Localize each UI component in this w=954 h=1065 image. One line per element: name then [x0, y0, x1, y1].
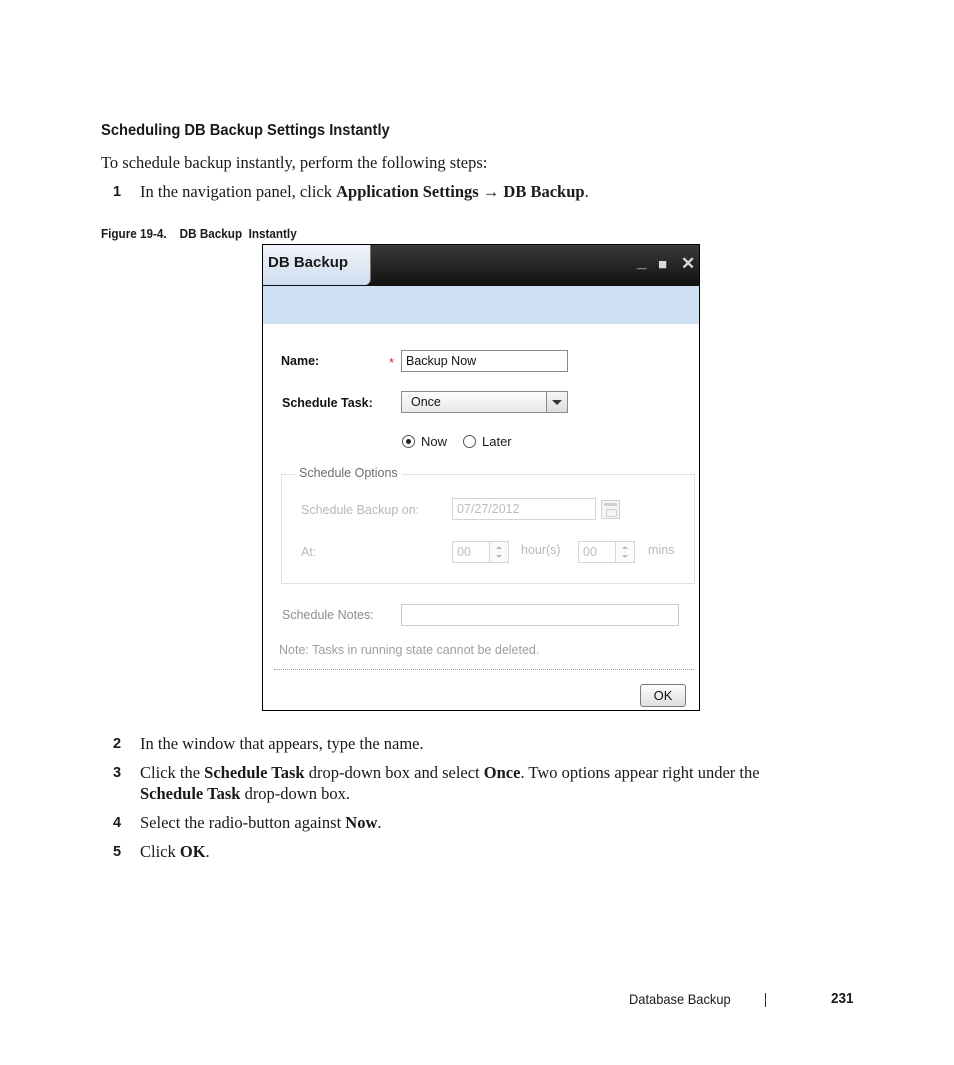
bold-text: Once — [483, 763, 521, 782]
step-1 — [113, 183, 121, 201]
text: . — [377, 813, 382, 832]
selected-value: Once — [411, 395, 441, 409]
text: In the navigation panel, click — [140, 182, 337, 201]
schedule-task-label: Schedule Task: — [282, 396, 373, 410]
step-number: 4 — [113, 815, 122, 831]
name-input[interactable]: Backup Now — [401, 350, 568, 372]
schedule-date-input[interactable]: 07/27/2012 — [452, 498, 596, 520]
required-mark: * — [389, 355, 395, 370]
intro-text: To schedule backup instantly, perform the following steps: — [101, 153, 488, 172]
radio-now-label: Now — [421, 434, 448, 449]
dialog-title: DB Backup — [268, 254, 349, 271]
at-label: At: — [301, 545, 317, 559]
step-2 — [113, 735, 121, 753]
bold-text: Schedule Task — [140, 784, 241, 803]
schedule-backup-on-label: Schedule Backup on: — [301, 503, 420, 517]
page-number: 231 — [831, 990, 854, 1007]
dialog-note: Note: Tasks in running state cannot be deleted. — [279, 643, 540, 657]
step-3-text — [140, 762, 840, 804]
ok-button[interactable]: OK — [640, 684, 686, 707]
dialog-header-band — [263, 286, 699, 324]
bold-text: Now — [345, 813, 378, 832]
text: . — [205, 842, 210, 861]
title-tab — [263, 245, 371, 285]
section-heading: Scheduling DB Backup Settings Instantly — [101, 122, 390, 139]
step-2-text: In the window that appears, type the name. — [140, 734, 424, 753]
hour-spinner-icon[interactable] — [489, 541, 509, 563]
step-number: 5 — [113, 844, 122, 860]
hour-input[interactable]: 00 — [452, 541, 490, 563]
radio-now[interactable] — [402, 435, 415, 448]
text: drop-down box and select — [304, 763, 484, 782]
step-3 — [113, 764, 121, 782]
divider — [274, 669, 694, 670]
bold-text: OK — [179, 842, 206, 861]
minute-spinner-icon[interactable] — [615, 541, 635, 563]
schedule-notes-input[interactable] — [401, 604, 679, 626]
bold-text: Application Settings → DB Backup — [336, 182, 585, 201]
step-4-text — [140, 812, 382, 833]
name-label: Name: — [281, 354, 320, 368]
db-backup-dialog — [262, 244, 700, 711]
step-5 — [113, 843, 121, 861]
schedule-notes-label: Schedule Notes: — [282, 608, 374, 622]
text: drop-down box. — [240, 784, 350, 803]
text: . — [584, 182, 589, 201]
text: Select the radio-button against — [140, 813, 346, 832]
step-number: 3 — [113, 765, 122, 781]
minute-unit-label: mins — [648, 543, 675, 557]
radio-later-label: Later — [482, 434, 512, 449]
schedule-options-legend: Schedule Options — [295, 466, 402, 480]
step-number: 1 — [113, 184, 122, 200]
minimize-icon[interactable]: _ — [637, 252, 647, 271]
figure-caption: Figure 19-4. DB Backup Instantly — [101, 226, 297, 241]
footer-divider — [765, 993, 766, 1007]
chevron-down-icon[interactable] — [546, 392, 567, 412]
text: Click the — [140, 763, 205, 782]
minute-input[interactable]: 00 — [578, 541, 616, 563]
hour-unit-label: hour(s) — [521, 543, 561, 557]
text: . Two options appear right under the — [520, 763, 760, 782]
step-number: 2 — [113, 736, 122, 752]
step-5-text — [140, 841, 210, 862]
schedule-task-select[interactable] — [401, 391, 568, 413]
calendar-icon[interactable] — [601, 500, 620, 519]
text: Click — [140, 842, 180, 861]
maximize-icon[interactable]: ■ — [658, 256, 668, 273]
bold-text: Schedule Task — [204, 763, 305, 782]
radio-later[interactable] — [463, 435, 476, 448]
footer-section-title: Database Backup — [629, 991, 731, 1007]
step-4 — [113, 814, 121, 832]
close-icon[interactable]: ✕ — [681, 254, 696, 273]
step-1-text — [140, 181, 589, 202]
schedule-options-group — [281, 474, 695, 584]
